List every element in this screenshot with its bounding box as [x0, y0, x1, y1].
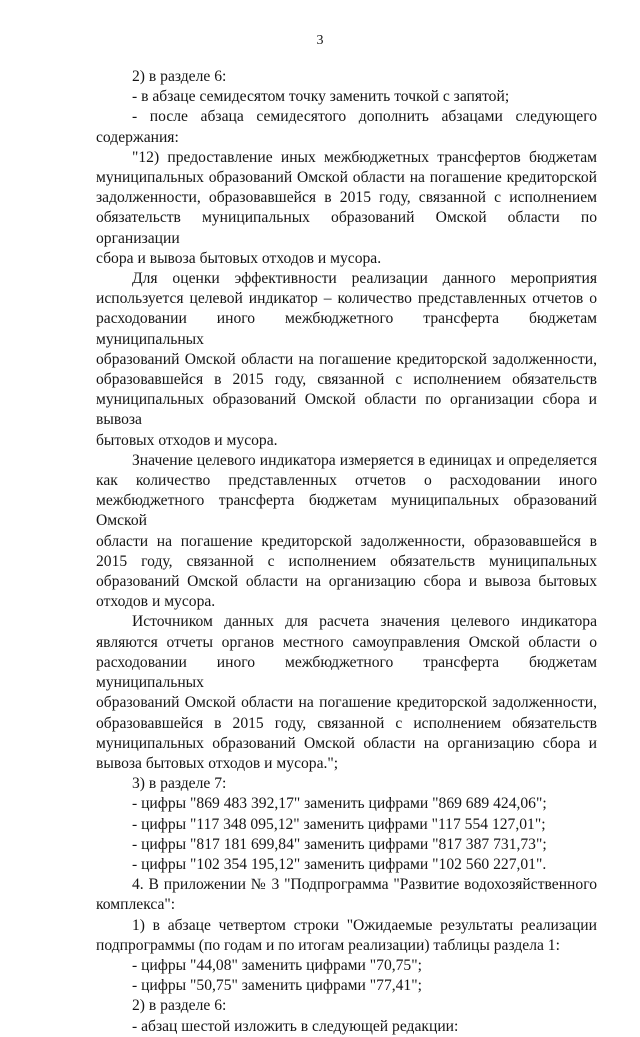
text-line: - цифры "117 348 095,12" заменить цифрами "117 554 127,01";	[132, 815, 546, 833]
document-body	[96, 67, 597, 1037]
text-line: как количество представленных отчетов о расходовании иного	[96, 472, 597, 490]
text-line: отходов и мусора.	[96, 593, 216, 611]
text-line: являются отчеты органов местного самоуправления Омской области о	[96, 633, 597, 651]
text-line: образований Омской области на организацию сбора и вывоза бытовых	[96, 573, 597, 591]
page-number: 3	[316, 33, 324, 48]
text-line: области на погашение кредиторской задолженности, образовавшейся в	[96, 532, 597, 550]
text-line: образований Омской области на погашение кредиторской задолженности,	[96, 350, 597, 368]
text-line: "12) предоставление иных межбюджетных трансфертов бюджетам	[132, 148, 597, 166]
text-line: - абзац шестой изложить в следующей редакции:	[132, 1017, 459, 1035]
text-line: межбюджетного трансферта бюджетам муниципальных образований Омской	[96, 492, 597, 530]
text-line: подпрограммы (по годам и по итогам реализации) таблицы раздела 1:	[96, 936, 560, 954]
text-line: муниципальных образований Омской области на погашение кредиторской	[96, 169, 597, 187]
text-line: - цифры "817 181 699,84" заменить цифрами "817 387 731,73";	[132, 835, 547, 853]
text-line: обязательств муниципальных образований Омской области по организации	[96, 209, 597, 247]
text-line: сбора и вывоза бытовых отходов и мусора.	[96, 249, 382, 267]
text-line: расходовании иного межбюджетного трансферта бюджетам муниципальных	[96, 653, 597, 692]
text-line: муниципальных образований Омской области на организацию сбора и	[96, 734, 597, 752]
text-line: вывоза бытовых отходов и мусора.";	[96, 754, 339, 772]
text-line: Значение целевого индикатора измеряется в единицах и определяется	[132, 451, 597, 469]
text-line: - цифры "44,08" заменить цифрами "70,75";	[132, 956, 422, 974]
text-line: Источником данных для расчета значения целевого индикатора	[132, 613, 597, 631]
text-line: образовавшейся в 2015 году, связанной с исполнением обязательств	[96, 371, 597, 389]
text-line: - после абзаца семидесятого дополнить абзацами следующего	[132, 108, 597, 126]
text-line: 3) в разделе 7:	[132, 775, 227, 793]
text-line: 1) в абзаце четвертом строки "Ожидаемые результаты реализации	[132, 916, 597, 934]
text-line: - в абзаце семидесятом точку заменить точкой с запятой;	[132, 88, 510, 106]
text-line: - цифры "869 483 392,17" заменить цифрами "869 689 424,06";	[132, 795, 547, 813]
text-line: расходовании иного межбюджетного трансферта бюджетам муниципальных	[96, 310, 597, 348]
text-line: 2015 году, связанной с исполнением обязательств муниципальных	[96, 552, 597, 570]
text-line: образовавшейся в 2015 году, связанной с исполнением обязательств	[96, 714, 597, 732]
text-line: 4. В приложении № 3 "Подпрограмма "Развитие водохозяйственного	[132, 876, 597, 894]
text-line: содержания:	[96, 128, 179, 146]
text-line: используется целевой индикатор – количество представленных отчетов о	[96, 290, 597, 308]
text-line: 2) в разделе 6:	[132, 997, 227, 1015]
text-line: задолженности, образовавшейся в 2015 году, связанной с исполнением	[96, 189, 597, 207]
text-line: Для оценки эффективности реализации данного мероприятия	[132, 270, 597, 288]
text-line: комплекса":	[96, 896, 176, 914]
text-line: 2) в разделе 6:	[132, 68, 227, 85]
text-line: бытовых отходов и мусора.	[96, 431, 278, 449]
text-line: образований Омской области на погашение кредиторской задолженности,	[96, 694, 597, 712]
text-line: - цифры "102 354 195,12" заменить цифрами "102 560 227,01".	[132, 855, 547, 873]
text-line: муниципальных образований Омской области по организации сбора и вывоза	[96, 391, 597, 429]
text-line: - цифры "50,75" заменить цифрами "77,41";	[132, 977, 422, 995]
